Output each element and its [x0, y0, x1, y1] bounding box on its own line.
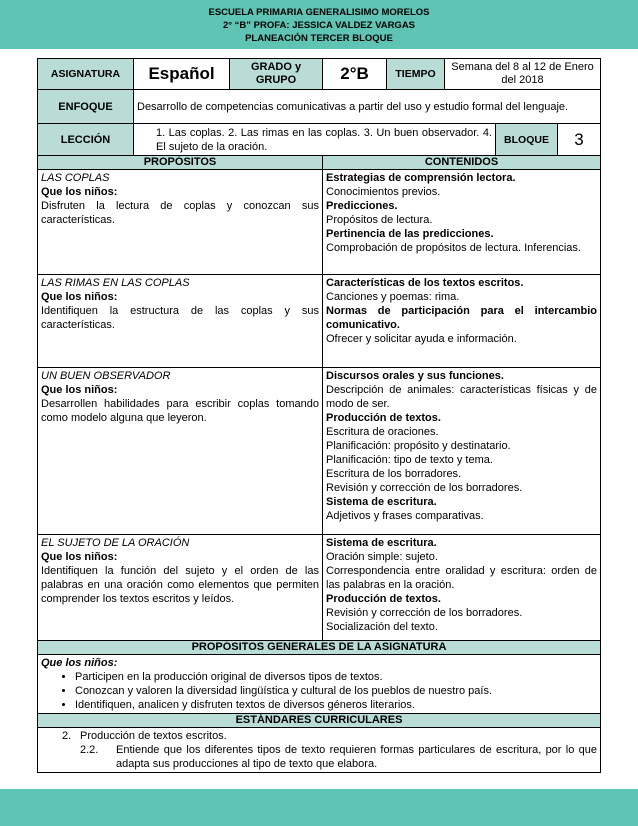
contenido-item: Discursos orales y sus funciones. — [326, 370, 504, 382]
lesson-subtitle: Que los niños: — [41, 186, 118, 198]
contenido-item: Comprobación de propósitos de lectura. Inferencias. — [326, 242, 581, 254]
enfoque-value: Desarrollo de competencias comunicativas a partir del uso y estudio formal del lenguaje. — [134, 90, 601, 124]
tiempo-label: TIEMPO — [387, 59, 445, 90]
contenido-item: Estrategias de comprensión lectora. — [326, 172, 516, 184]
asignatura-label: ASIGNATURA — [38, 59, 134, 90]
lesson-subtitle: Que los niños: — [41, 291, 118, 303]
generales-row — [38, 655, 601, 714]
leccion-value: 1. Las coplas. 2. Las rimas en las coplas. 3. Un buen observador. 4. El sujeto de la oración. — [134, 124, 496, 156]
enfoque-label: ENFOQUE — [38, 90, 134, 124]
contenido-cell — [323, 535, 601, 641]
lesson-title: LAS RIMAS EN LAS COPLAS — [41, 277, 190, 289]
footer-band — [0, 789, 638, 826]
contenido-item: Sistema de escritura. — [326, 537, 437, 549]
contenido-item: Conocimientos previos. — [326, 186, 441, 198]
contenido-cell — [323, 275, 601, 368]
propositos-heading: PROPÓSITOS — [38, 156, 323, 170]
contenido-item: Escritura de los borradores. — [326, 468, 462, 480]
planning-table — [37, 58, 601, 773]
lesson-subtitle: Que los niños: — [41, 551, 118, 563]
contenido-item: Planificación: tipo de texto y tema. — [326, 454, 493, 466]
standard-number: 2. — [62, 730, 72, 742]
leccion-label: LECCIÓN — [38, 124, 134, 156]
grado-label: GRADO y GRUPO — [230, 59, 323, 90]
proposito-cell — [38, 170, 323, 275]
estandares-heading: ESTÁNDARES CURRICULARES — [38, 714, 601, 728]
school-name: ESCUELA PRIMARIA GENERALISIMO MORELOS — [208, 7, 430, 18]
lesson-title: UN BUEN OBSERVADOR — [41, 370, 171, 382]
contenido-item: Revisión y corrección de los borradores. — [326, 482, 523, 494]
plan-title: PLANEACIÓN TERCER BLOQUE — [245, 33, 393, 44]
table-row — [38, 275, 601, 368]
teacher-line: 2° “B” PROFA: JESSICA VALDEZ VARGAS — [222, 20, 416, 31]
list-item: • Identifiquen, analicen y disfruten textos de diversos géneros literarios. — [75, 698, 597, 712]
contenido-item: Sistema de escritura. — [326, 496, 437, 508]
generales-cell — [38, 655, 601, 714]
proposito-cell — [38, 368, 323, 535]
contenido-item: Producción de textos. — [326, 412, 441, 424]
lesson-purpose: Identifiquen la estructura de las coplas y sus características. — [41, 305, 319, 331]
contenido-item: Adjetivos y frases comparativas. — [326, 510, 484, 522]
contenido-item: Descripción de animales: características físicas y de modo de ser. — [326, 384, 597, 410]
contenido-item: Correspondencia entre oralidad y escritura: orden de las palabras en la oración. — [326, 565, 597, 591]
tiempo-value: Semana del 8 al 12 de Enero del 2018 — [445, 59, 601, 90]
contenidos-heading: CONTENIDOS — [323, 156, 601, 170]
bloque-label: BLOQUE — [496, 124, 558, 156]
contenido-item: Producción de textos. — [326, 593, 441, 605]
contenido-cell — [323, 368, 601, 535]
standard-item: Producción de textos escritos. — [80, 730, 227, 742]
contenido-item: Propósitos de lectura. — [326, 214, 433, 226]
school-header — [0, 6, 638, 45]
substandard-number: 2.2. — [80, 744, 99, 756]
contenido-item: Predicciones. — [326, 200, 398, 212]
table-row — [38, 535, 601, 641]
contenido-item: Normas de participación para el intercambio comunicativo. — [326, 305, 597, 331]
table-row — [38, 170, 601, 275]
lesson-title: LAS COPLAS — [41, 172, 110, 184]
proposito-cell — [38, 535, 323, 641]
list-item: • Conozcan y valoren la diversidad lingüística y cultural de los pueblos de nuestro país. — [75, 684, 597, 698]
proposito-cell — [38, 275, 323, 368]
contenido-item: Pertinencia de las predicciones. — [326, 228, 494, 240]
table-row — [38, 368, 601, 535]
contenido-cell — [323, 170, 601, 275]
bloque-value: 3 — [558, 124, 601, 156]
asignatura-value: Español — [134, 59, 230, 90]
list-item: • Participen en la producción original de diversos tipos de textos. — [75, 670, 597, 684]
contenido-item: Características de los textos escritos. — [326, 277, 524, 289]
contenido-item: Socialización del texto. — [326, 621, 438, 633]
lesson-title: EL SUJETO DE LA ORACIÓN — [41, 537, 190, 549]
lesson-purpose: Identifiquen la función del sujeto y el orden de las palabras en una oración como elementos que permiten comprender los textos escritos y leídos. — [41, 565, 319, 605]
contenido-item: Oración simple: sujeto. — [326, 551, 438, 563]
estandares-cell — [38, 728, 601, 773]
contenido-item: Ofrecer y solicitar ayuda e información. — [326, 333, 517, 345]
estandares-row — [38, 728, 601, 773]
grado-value: 2°B — [323, 59, 387, 90]
contenido-item: Escritura de oraciones. — [326, 426, 439, 438]
lesson-purpose: Disfruten la lectura de coplas y conozcan sus características. — [41, 200, 319, 226]
lesson-purpose: Desarrollen habilidades para escribir coplas tomando como modelo alguna que leyeron. — [41, 398, 319, 424]
contenido-item: Revisión y corrección de los borradores. — [326, 607, 523, 619]
generales-heading: PROPÓSITOS GENERALES DE LA ASIGNATURA — [38, 641, 601, 655]
contenido-item: Planificación: propósito y destinatario. — [326, 440, 511, 452]
contenido-item: Canciones y poemas: rima. — [326, 291, 460, 303]
substandard-item: Entiende que los diferentes tipos de texto requieren formas particulares de escritura, por lo que adapta sus producciones al tipo de texto que elabora. — [116, 744, 597, 770]
generales-intro: Que los niños: — [41, 657, 118, 669]
lesson-subtitle: Que los niños: — [41, 384, 118, 396]
